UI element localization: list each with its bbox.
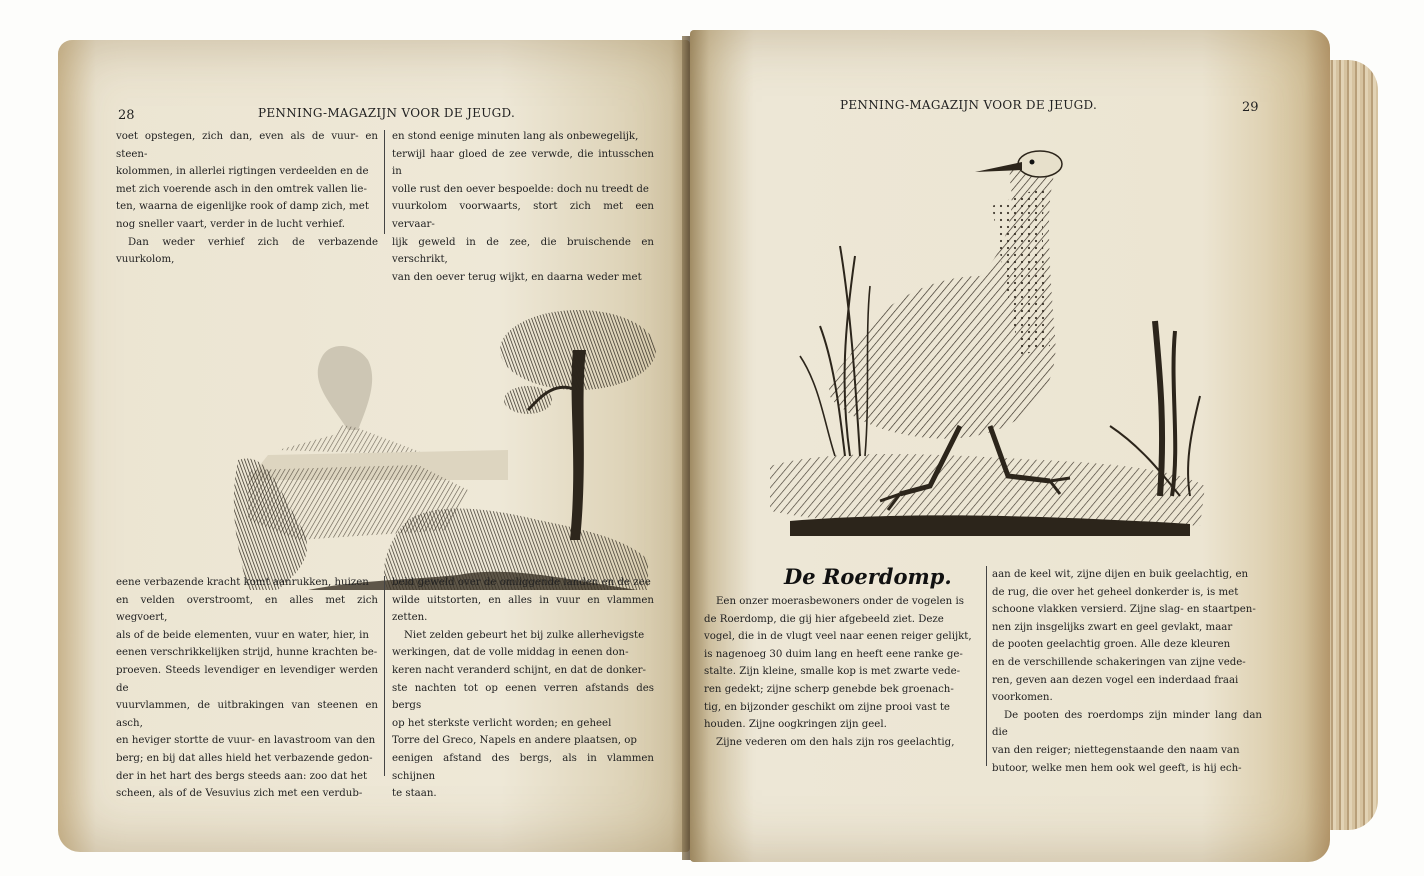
text-line: de rug, die over het geheel donkerder is, is met [992, 586, 1239, 598]
text-line: eenigen afstand des bergs, als in vlammen schijnen [392, 752, 654, 782]
text-line: wilde uitstorten, en alles in vuur en vlammen zetten. [392, 594, 654, 624]
page-number-left: 28 [118, 108, 135, 123]
text-line: Dan weder verhief zich de verbazende vuurkolom, [116, 236, 378, 266]
text-line: vuurkolom voorwaarts, stort zich met een vervaar- [392, 201, 654, 230]
left-page [58, 40, 690, 852]
text-line: voorkomen. [992, 692, 1053, 704]
text-line: ten, waarna de eigenlijke rook of damp zich, met [116, 201, 369, 213]
text-line: op het sterkste verlicht worden; en geheel [392, 717, 612, 729]
text-line: en de verschillende schakeringen van zijne vede- [992, 656, 1246, 668]
column-rule [986, 566, 987, 766]
text-line: beld geweld over de omliggende landen en de zee [392, 577, 651, 588]
running-head-right: PENNING-MAGAZIJN VOOR DE JEUGD. [840, 98, 1098, 112]
text-line: van den oever terug wijkt, en daarna weder met [392, 271, 642, 283]
text-line: en velden overstroomt, en alles met zich wegvoert, [116, 594, 378, 624]
text-line: De pooten des roerdomps zijn minder lang dan die [992, 709, 1262, 739]
text-line: stalte. Zijn kleine, smalle kop is met zwarte vede- [704, 666, 961, 678]
text-line: Een onzer moerasbewoners onder de vogelen is [716, 596, 964, 607]
right-page [690, 30, 1330, 862]
right-col1 [704, 593, 980, 751]
text-line: proeven. Steeds levendiger en levendiger werden de [116, 664, 378, 694]
text-line: van den reiger; niettegenstaande den naam van [992, 744, 1240, 756]
text-line: tig, en bijzonder geschikt om zijne prooi vast te [704, 701, 950, 713]
text-line: nog sneller vaart, verder in de lucht verhief. [116, 218, 345, 230]
text-line: scheen, als of de Vesuvius zich met een verdub- [116, 788, 363, 800]
running-head-left: PENNING-MAGAZIJN VOOR DE JEUGD. [258, 106, 516, 120]
text-line: lijk geweld in de zee, die bruischende en verschrikt, [392, 236, 654, 266]
text-line: is nagenoeg 30 duim lang en heeft eene ranke ge- [704, 648, 963, 660]
text-line: Torre del Greco, Napels en andere plaatsen, op [392, 735, 637, 747]
vesuvius-engraving [208, 290, 668, 590]
left-col2-bottom [392, 574, 654, 803]
column-rule [384, 576, 385, 776]
text-line: ren gedekt; zijne scherp genebde bek groenach- [704, 683, 954, 695]
text-line: voet opstegen, zich dan, even als de vuur- en steen- [116, 131, 378, 160]
article-heading: De Roerdomp. [784, 564, 952, 589]
text-line: te staan. [392, 788, 437, 800]
text-line: volle rust den oever bespoelde: doch nu treedt de [392, 183, 649, 195]
text-line: eene verbazende kracht komt aanrukken, huizen [116, 577, 369, 588]
text-line: Niet zelden gebeurt het bij zulke allerhevigste [404, 629, 645, 641]
left-col1-top [116, 128, 378, 269]
text-line: eenen verschrikkelijken strijd, hunne krachten be- [116, 647, 378, 659]
text-line: butoor, welke men hem ook wel geeft, is hij ech- [992, 762, 1242, 774]
column-rule [384, 130, 385, 234]
left-col1-bottom [116, 574, 378, 803]
text-line: der in het hart des bergs steeds aan: zoo dat het [116, 770, 368, 782]
text-line: Zijne vederen om den hals zijn ros geelachtig, [716, 736, 955, 748]
text-line: nen zijn insgelijks zwart en geel gevlakt, maar [992, 621, 1233, 633]
text-line: ste nachten tot op eenen verren afstands des bergs [392, 682, 654, 712]
text-line: werkingen, dat de volle middag in eenen don- [392, 647, 629, 659]
text-line: en heviger stortte de vuur- en lavastroom van den [116, 735, 376, 747]
text-line: aan de keel wit, zijne dijen en buik geelachtig, en [992, 569, 1249, 580]
text-line: ren, geven aan dezen vogel een inderdaad fraai [992, 674, 1239, 686]
bittern-engraving [760, 126, 1220, 546]
text-line: keren nacht veranderd schijnt, en dat de donker- [392, 664, 646, 676]
text-line: als of de beide elementen, vuur en water, hier, in [116, 629, 369, 641]
text-line: terwijl haar gloed de zee verwde, die intusschen in [392, 148, 654, 178]
text-line: met zich voerende asch in den omtrek vallen lie- [116, 183, 367, 195]
page-number-right: 29 [1242, 100, 1259, 115]
text-line: kolommen, in allerlei rigtingen verdeelden en de [116, 166, 369, 178]
text-line: de pooten geelachtig groen. Alle deze kleuren [992, 639, 1231, 651]
text-line: de Roerdomp, die gij hier afgebeeld ziet. Deze [704, 613, 944, 625]
left-col2-top [392, 128, 654, 286]
text-line: berg; en bij dat alles hield het verbazende gedon- [116, 752, 373, 764]
right-col2 [992, 566, 1262, 777]
text-line: houden. Zijne oogkringen zijn geel. [704, 719, 887, 731]
text-line: schoone vlakken versierd. Zijne slag- en staartpen- [992, 604, 1256, 616]
text-line: vogel, die in de vlugt veel naar eenen reiger gelijkt, [704, 631, 972, 643]
text-line: en stond eenige minuten lang als onbewegelijk, [392, 131, 639, 142]
text-line: vuurvlammen, de uitbrakingen van steenen en asch, [116, 700, 378, 729]
